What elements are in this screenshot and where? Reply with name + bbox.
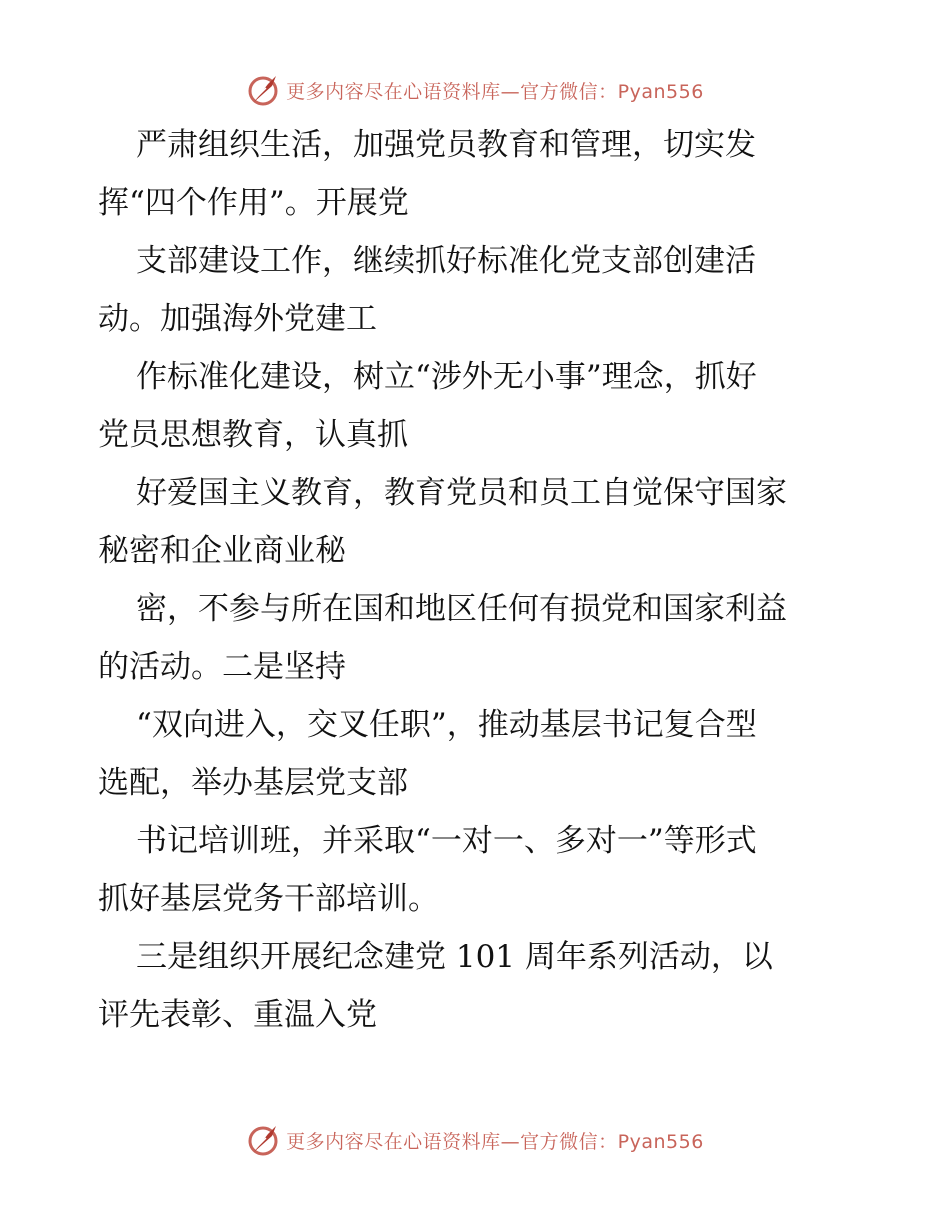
text-line: 作标准化建设，树立“涉外无小事”理念，抓好	[136, 359, 757, 395]
text-line: 书记培训班，并采取“一对一、多对一”等形式	[136, 823, 757, 859]
footer-watermark	[0, 1122, 950, 1158]
feather-pen-logo-icon	[246, 72, 282, 108]
document-body	[98, 116, 858, 1044]
text-line: 好爱国主义教育，教育党员和员工自觉保守国家	[136, 475, 787, 511]
text-line: 严肃组织生活，加强党员教育和管理，切实发	[136, 127, 756, 163]
watermark-text: 更多内容尽在心语资料库—官方微信：Pyan556	[286, 1130, 704, 1153]
feather-pen-logo-icon	[246, 1122, 282, 1158]
text-line: 党员思想教育，认真抓	[98, 417, 408, 453]
text-line: 的活动。二是坚持	[98, 649, 346, 685]
text-line: “双向进入，交叉任职”，推动基层书记复合型	[136, 707, 757, 743]
text-line: 密，不参与所在国和地区任何有损党和国家利益	[136, 591, 787, 627]
text-line: 抓好基层党务干部培训。	[98, 881, 439, 917]
text-line: 评先表彰、重温入党	[98, 997, 377, 1033]
text-line: 动。加强海外党建工	[98, 301, 377, 337]
text-line: 挥“四个作用”。开展党	[98, 185, 409, 221]
text-line: 选配，举办基层党支部	[98, 765, 408, 801]
header-watermark	[0, 72, 950, 108]
text-line: 三是组织开展纪念建党 101 周年系列活动，以	[136, 939, 773, 975]
watermark-text: 更多内容尽在心语资料库—官方微信：Pyan556	[286, 80, 704, 103]
text-line: 秘密和企业商业秘	[98, 533, 346, 569]
text-line: 支部建设工作，继续抓好标准化党支部创建活	[136, 243, 756, 279]
